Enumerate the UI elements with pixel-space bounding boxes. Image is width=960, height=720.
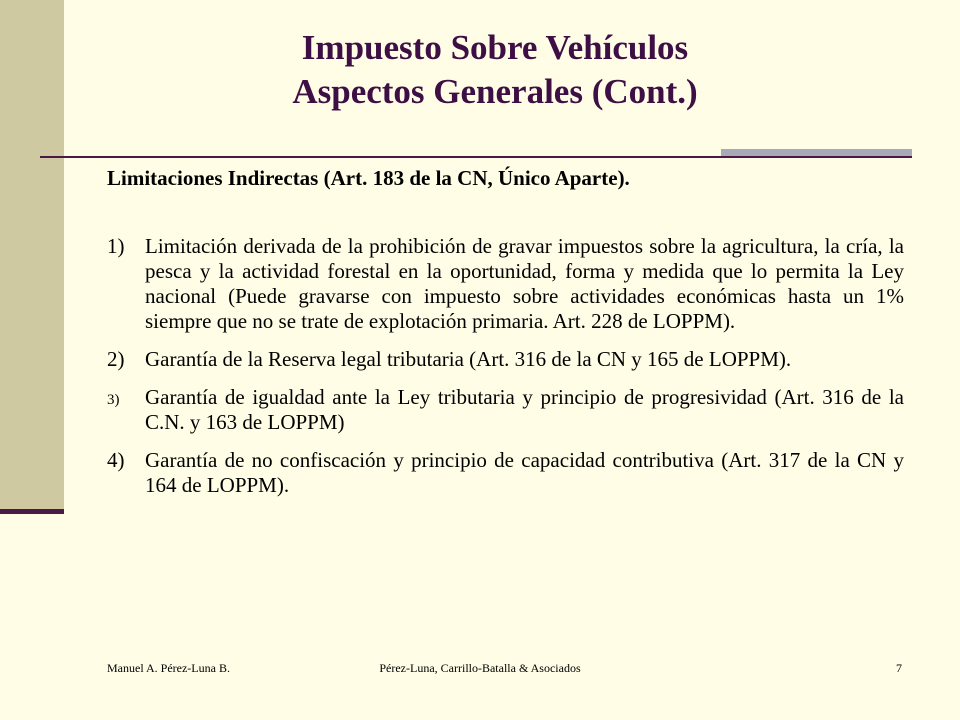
list-item-text: Limitación derivada de la prohibición de gravar impuestos sobre la agricultura, la cría, la pesca y la actividad forestal en la oportunidad, forma y medida que lo permita la Ley nacional (Puede gravarse con impuesto sobre actividades económicas hasta un 1% siempre que no se trate de explotación primaria. Art. 228 de LOPPM). bbox=[145, 234, 904, 333]
decorative-sidebar bbox=[0, 0, 64, 512]
list-item bbox=[107, 385, 904, 435]
title-rule-accent bbox=[721, 149, 912, 156]
footer-author: Manuel A. Pérez-Luna B. bbox=[107, 661, 230, 675]
list-item-text: Garantía de la Reserva legal tributaria (Art. 316 de la CN y 165 de LOPPM). bbox=[145, 347, 792, 371]
page-number: 7 bbox=[896, 661, 902, 675]
sidebar-footer-line bbox=[0, 509, 64, 514]
list-item-number: 2) bbox=[107, 347, 125, 371]
slide-title-line-2: Aspectos Generales (Cont.) bbox=[292, 72, 698, 111]
slide-title bbox=[100, 26, 890, 114]
list-item-number: 3) bbox=[107, 392, 120, 408]
section-heading: Limitaciones Indirectas (Art. 183 de la CN, Único Aparte). bbox=[107, 166, 630, 190]
footer-firm: Pérez-Luna, Carrillo-Batalla & Asociados bbox=[379, 661, 581, 675]
list-item-text: Garantía de no confiscación y principio de capacidad contributiva (Art. 317 de la CN y 164 de LOPPM). bbox=[145, 448, 904, 497]
list-item bbox=[107, 448, 904, 498]
list-item-number: 4) bbox=[107, 448, 125, 472]
title-divider bbox=[40, 156, 912, 158]
list-item bbox=[107, 234, 904, 334]
slide-title-line-1: Impuesto Sobre Vehículos bbox=[301, 28, 689, 67]
list-item-number: 1) bbox=[107, 234, 125, 258]
list-item-text: Garantía de igualdad ante la Ley tributaria y principio de progresividad (Art. 316 de la C.N. y 163 de LOPPM) bbox=[145, 385, 904, 434]
list-item bbox=[107, 347, 904, 372]
limitations-list bbox=[107, 234, 904, 511]
